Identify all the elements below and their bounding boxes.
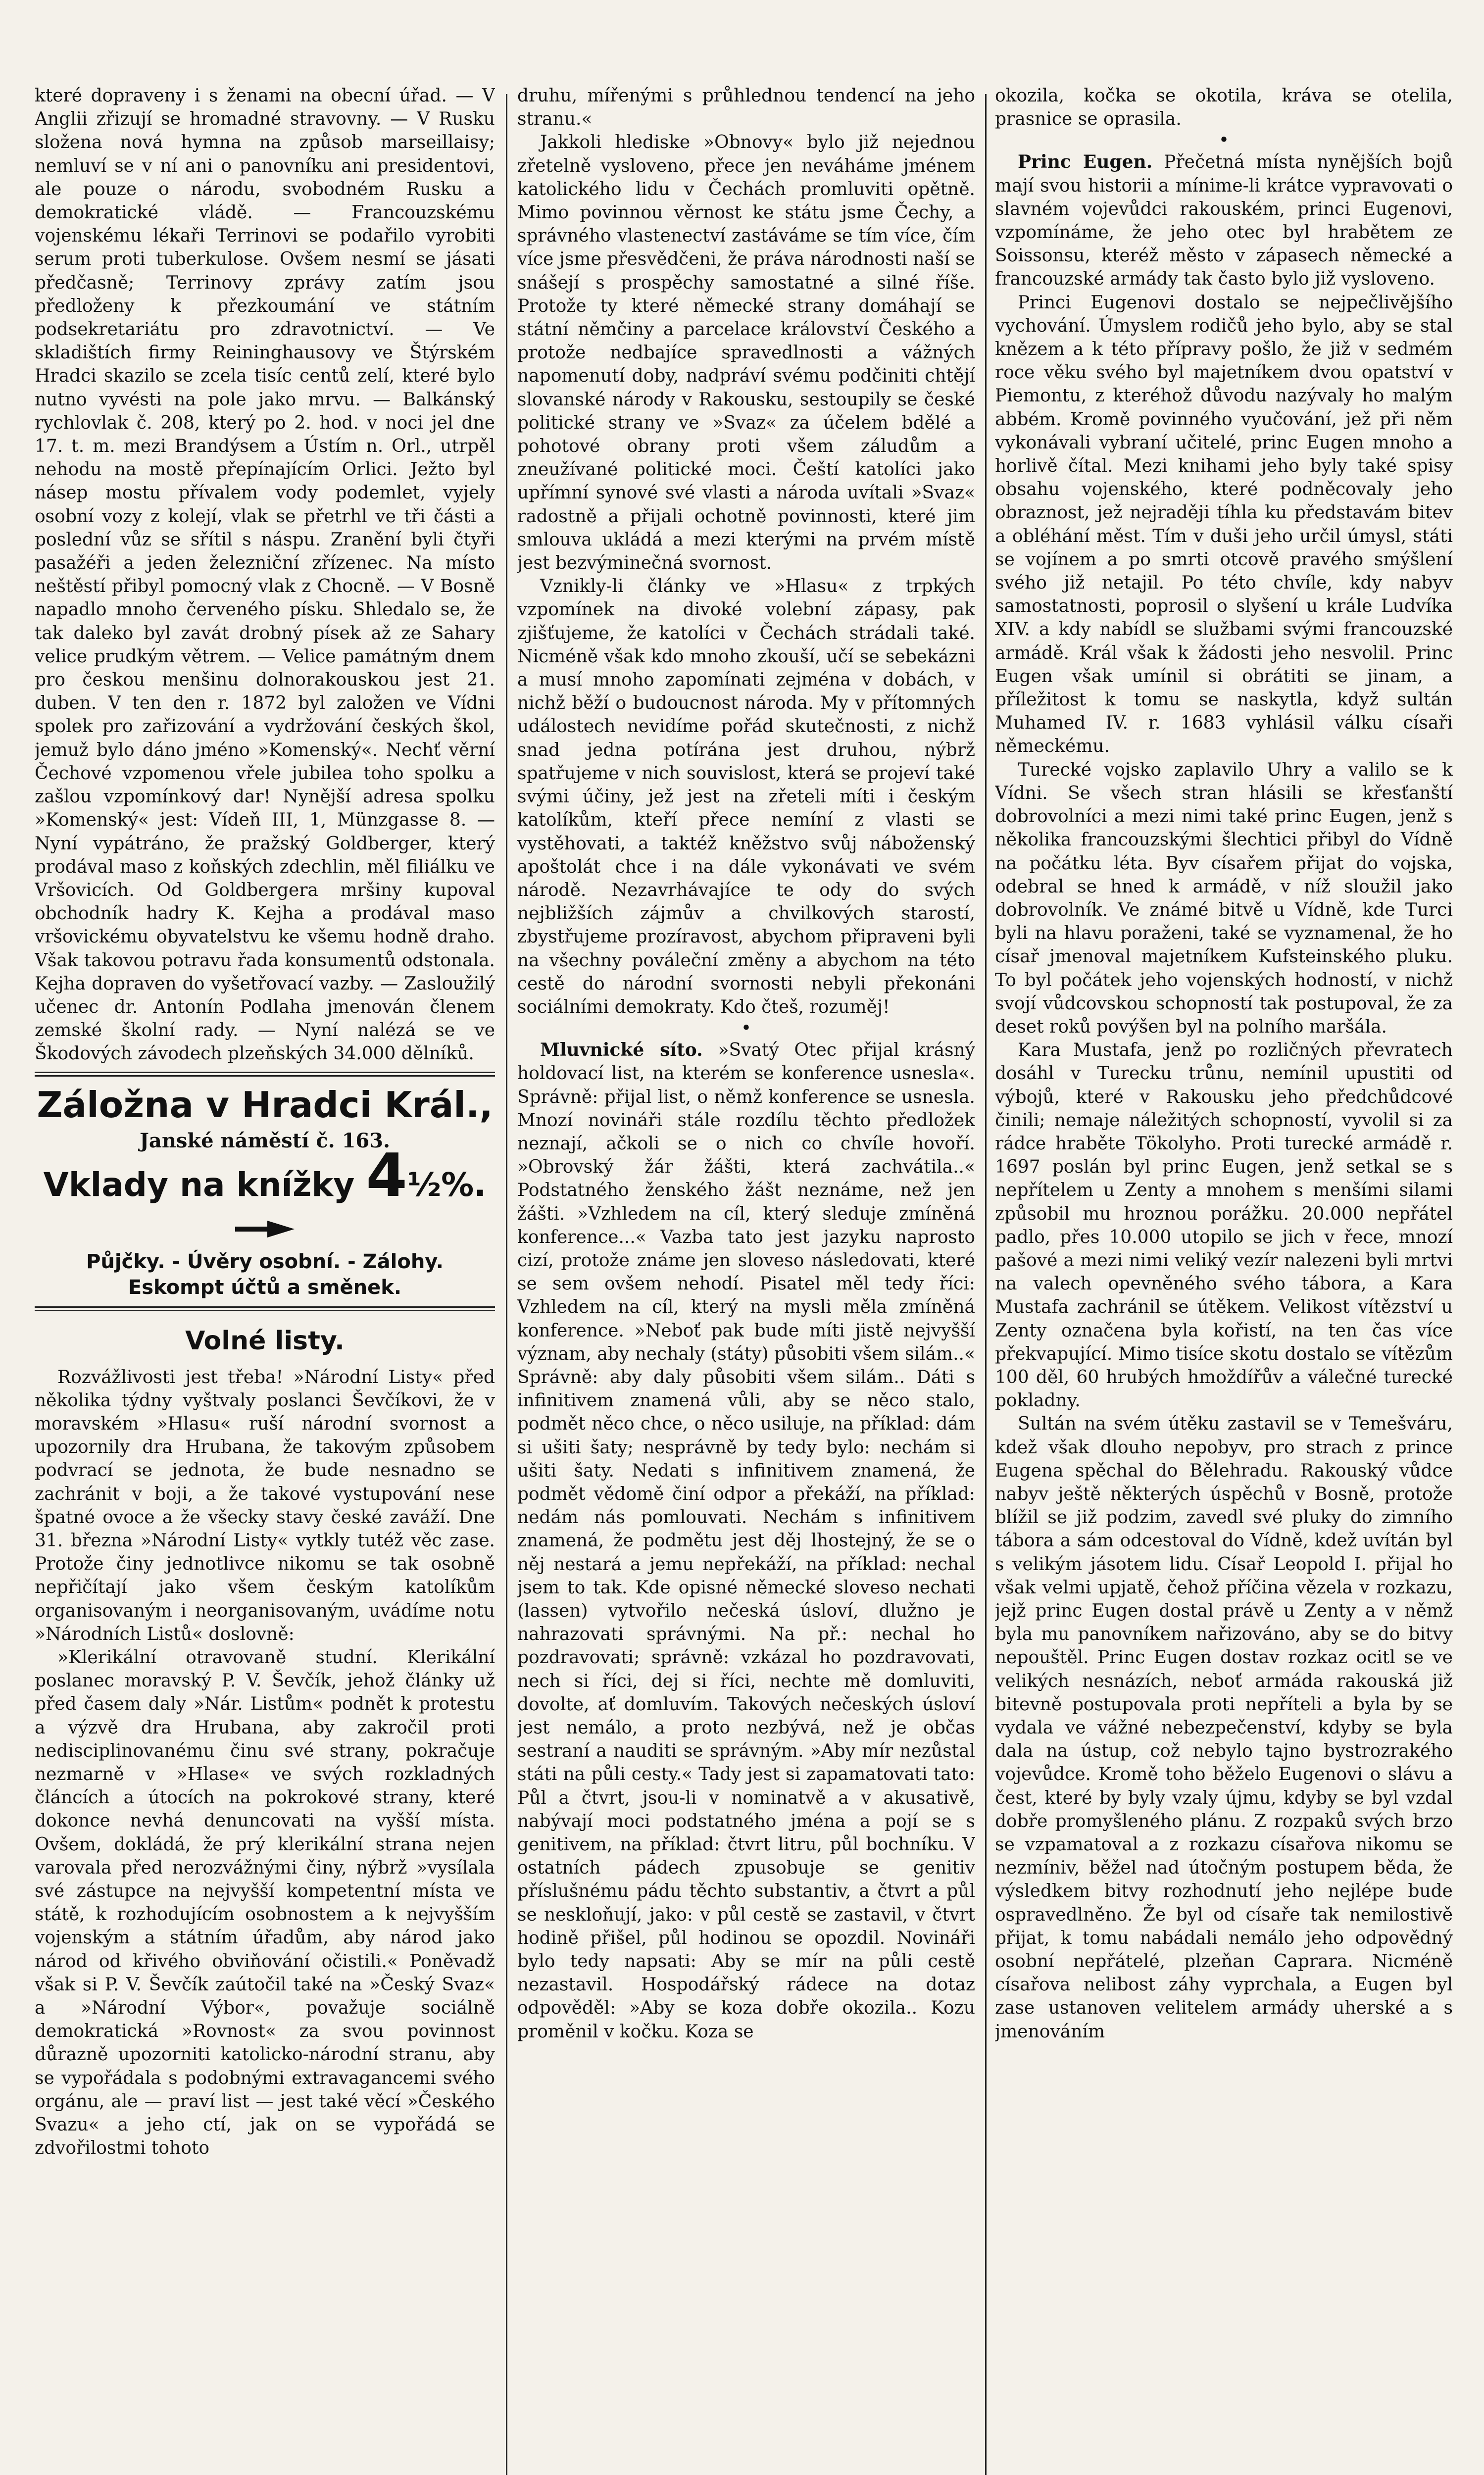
- ad-title: Záložna v Hradci Král.,: [37, 1084, 493, 1126]
- separator-star: •: [1218, 130, 1230, 151]
- article-paragraph: Turecké vojsko zaplavilo Uhry a valilo se k Vídni. Se všech stran hlásili se křesťanští dobrovolníci a mezi nimi také princ Eugen, jenž s několika francouzskými šlechtici přibyl do Vídně na počátku léta. Byv císařem přijat do vojska, odebral se hned k armádě, v níž sloužil jako dobrovolník. Ve známé bitvě u Vídně, kde Turci byli na hlavu poraženi, také se vyznamenal, že ho císař jmenoval majetníkem Kufsteinského pluku. To byl počátek jeho vojenských hodností, v nichž svojí vůdcovskou schopností tak postupoval, že za deset roků povýšen byl na polního maršála.: [995, 759, 1453, 1037]
- divider: [35, 1310, 495, 1311]
- column-right: [995, 84, 1453, 2475]
- separator-star: •: [741, 1018, 752, 1039]
- ad-rate-percent: %.: [441, 1165, 487, 1204]
- divider: [35, 1072, 495, 1073]
- article-paragraph: Sultán na svém útěku zastavil se v Temešváru, kdež však dlouho nepobyv, pro strach z prince Eugena spěchal do Bělehradu. Rakouský vůdce nabyv ještě některých úspěchů v Bosně, protože blížil se již podzim, zavedl své pluky do zimního tábora a sám odcestoval do Vídně, kdež uvítán byl s velikým jásotem lidu. Císař Leopold I. přijal ho však velmi upjatě, čehož příčina vězela v rozkazu, jejž princ Eugen dostal právě u Zenty a v němž byla mu panovníkem nařizováno, aby se do bitvy nepouštěl. Princ Eugen dostav rozkaz ocitl se ve velikých nesnázích, neboť armáda rakouská již bitevně postupovala proti nepříteli a byla by se vydala ve vážné nebezpečenství, kdyby se byla dala na ústup, což nebylo tajno bystrozrakého vojevůdce. Kromě toho běželo Eugenovi o slávu a čest, které by byly vzaly újmu, kdyby se byl vzdal dobře promyšleného plánu. Z rozpaků svých brzo se vzpamatoval a z rozkazu císařova nikomu se nezmíniv, běžel nad útočným postupem běda, že výsledkem bitvy rozhodnutí jeho nejlépe bude ospravedlněno. Že byl od císaře tak nemilostivě přijat, k tomu nabádali nemálo jeho odpovědný osobní nepřátelé, plzeňan Caprara. Nicméně císařova nelibost záhy vyprchala, a Eugen byl zase ustanoven velitelem armády uherské a s jmenováním: [995, 1414, 1453, 2042]
- ad-rate-fraction: ½: [407, 1165, 442, 1204]
- article-text: Přečetná místa nynějších bojů mají svou historii a mínime-li krátce vypravovati o slavném vojevůdci rakouském, princi Eugenovi, vzpomínáme, že jeho otec byl hrabětem ze Soissonsu, kteréž město v zápasech německé a francouzské armády tak často bylo již vysloveno.: [995, 152, 1453, 290]
- divider: [35, 1306, 495, 1308]
- section-title: Volné listy.: [185, 1326, 345, 1356]
- column-middle: [517, 84, 975, 2475]
- divider: [35, 1075, 495, 1077]
- column-rule-left: [506, 94, 507, 2475]
- article-paragraph: Princi Eugenovi dostalo se nejpečlivějšího vychování. Úmyslem rodičů jeho bylo, aby se stal knězem a k této přípravy pošlo, že již v sedmém roce věku svého byl majetníkem dvou opatství v Piemontu, z kteréhož důvodu nazývaly ho malým abbém. Kromě povinného vyučování, jež při něm vykonávali vybraní učitelé, princ Eugen mnoho a horlivě čítal. Mezi knihami jeho byly také spisy obsahu vojenského, které podněcovaly jeho obraznost, jež nejraději tíhla ku představám bitev a obléhání měst. Tím v duši jeho určil úmysl, státi se vojínem a po smrti otcově pravého smýšlení svého již netajil. Po této chvíle, kdy nabyv samostatnosti, poprosil o slyšení u krále Ludvíka XIV. a kdy nabídl se službami svými francouzské armádě. Král však k žádosti jeho nesvolil. Princ Eugen však umínil si obrátiti se jinam, a příležitost k tomu se naskytla, když sultán Muhamed IV. r. 1683 vyhlásil válku císaři německému.: [995, 292, 1453, 757]
- article-paragraph: Vznikly-li články ve »Hlasu« z trpkých vzpomínek na divoké volební zápasy, pak zjišťujeme, že katolíci v Čechách strádali také. Nicméně však kdo mnoho zkouší, učí se sebekázni a musí mnoho zapomínati zejména v dobách, v nichž běží o budoucnost národa. My v přítomných událostech nevidíme pořád skutečnosti, z nichž snad jedna potírána jest druhou, nýbrž spatřujeme v nich souvislost, která se projeví také svými účiny, jež jest na zřeteli míti i českým katolíkům, kteří přece nemíní z vlasti se vystěhovati, a taktéž kněžstvo svůj náboženský apoštolát chce i na dále vykonávati ve svém národě. Nezavrhávajíce te ody do svých nejbližších zájmův a chvilkových starostí, zbystřujeme prozíravost, abychom připraveni byli na všechny pováleční změny a abychom na této cestě do národní svornosti nebyli překonáni sociálními demokraty. Kdo čteš, rozuměj!: [517, 576, 975, 1017]
- hand-pointer-icon: [233, 1217, 297, 1241]
- article-paragraph: druhu, mířenými s průhlednou tendencí na jeho stranu.«: [517, 86, 975, 130]
- column-rule-right: [985, 94, 987, 2475]
- ad-address: Janské náměstí č. 163.: [139, 1129, 391, 1152]
- article-paragraph: [517, 1039, 975, 2043]
- column-left: [35, 84, 495, 2475]
- article-paragraph: Rozvážlivosti jest třeba! »Národní Listy« před několika týdny vyštvaly poslanci Ševčíkovi, že v moravském »Hlasu« ruší národní svornost a upozornily dra Hrubana, že takovým způsobem podvrací se jednota, že bude nesnadno se zachránit v boji, a že takové vystupování nese špatné ovoce a že všecky stavy české zaváží. Dne 31. března »Národní Listy« vytkly tutéž věc zase. Protože činy jednotlivce nikomu se tak osobně nepřičítají jako všem českým katolíkům organisovaným i neorganisovaným, uvádíme notu »Národních Listů« doslovně:: [35, 1367, 495, 1644]
- bank-advertisement: [35, 1083, 495, 1300]
- article-heading: Mluvnické síto.: [540, 1040, 703, 1061]
- article-paragraph: »Klerikální otravovaně studní. Klerikální poslanec moravský P. V. Ševčík, jehož články už před časem daly »Nár. Listům« podnět k protestu a výzvě dra Hrubana, aby zakročil proti nedisciplinovanému činu své strany, pokračuje nezmarně v »Hlase« ve svých rozkladných článcích a útocích na pokrokové strany, které dokonce nevhá denuncovati na vyšší místa. Ovšem, dokládá, že prý klerikální strana nejen varovala před nerozvážnými činy, nýbrž »vysílala své zástupce na nejvyšší kompetentní místa ve státě, k rozhodujícím osobnostem a k nejvyšším vojenským a státním úřadům, aby národ jako národ od křivého obviňování očistili.« Poněvadž však si P. V. Ševčík zaútočil také na »Český Svaz« a »Národní Výbor«, považuje sociálně demokratická »Rovnost« za svou povinnost důrazně upozorniti katolicko-národní stranu, aby se vypořádala s podobnými extravagancemi svého orgánu, ale — praví list — jest také věcí »Českého Svazu« a jeho ctí, jak on se vypořádá se zdvořilostmi tohoto: [35, 1647, 495, 2159]
- ad-vklady-label: Vklady na knížky: [43, 1165, 355, 1204]
- ad-rate-number: 4: [366, 1141, 407, 1210]
- ad-rate-line: [35, 1141, 495, 1249]
- article-paragraph: [995, 150, 1453, 291]
- article-paragraph: Jakkoli hlediske »Obnovy« bylo již nejednou zřetelně vysloveno, přece jen neváháme jménem katolického lidu v Čechách promluviti opětně. Mimo povinnou věrnost ke státu jsme Čechy, a správného vlastenectví zastáváme se tím více, čím více jsme přesvědčeni, že práva národnosti naší se snášejí s prospěchy samostatné a silné říše. Protože ty které německé strany domáhají se státní němčiny a parcelace království Českého a protože nedbajíce spravedlnosti a vážných napomenutí doby, nadpráví svému podčiniti chtějí slovanské národy v Rakousku, sestoupily se české politické strany ve »Svaz« za účelem bdělé a pohotové obrany proti všem záludům a zneužívané politické moci. Čeští katolíci jako upřímní synové své vlasti a národa uvítali »Svaz« radostně a přijali ochotně povinnosti, které jim smlouva ukládá a mezi kterými na prvém místě jest bezvýminečná svornost.: [517, 132, 975, 574]
- article-text: »Svatý Otec přijal krásný holdovací list, na kterém se konference usnesla«. Správně: přijal list, o němž konference se usnesla. Mnozí novináři stále rozdílu těchto předložek neznají, ačkoli se o nich co chvíle hovoří. »Obrovský žár žášti, která zachvátila..« Podstatného ženského žášt neznáme, než jen žášti. »Vzhledem na cíl, který sleduje zmíněná konference...« Vazba tato jest jazyku naprosto cizí, protože známe jen sloveso následovati, které se sem ovšem nehodí. Pisatel měl tedy říci: Vzhledem na cíl, který na mysli měla zmíněná konference. »Neboť pak bude míti jistě nejvyšší význam, aby nechaly (státy) působiti všem silám..« Správně: aby daly působiti všem silám.. Dáti s infinitivem znamená vůli, aby se něco stalo, podmět něco chce, o něco usiluje, na příklad: dám si ušiti šaty; nesprávně by tedy bylo: nechám si ušiti šaty. Nedati s infinitivem znamená, že podmět vědomě činí odpor a překáží, na příklad: nedám nás pomlouvati. Nechám s infinitivem znamená, že podmětu jest děj lhostejný, že se o něj nestará a jemu nepřekáží, na příklad: nechal jsem to tak. Kde opisné německé sloveso nechati (lassen) vytvořilo nečeská úsloví, dlužno je nahrazovati správnými. Na př.: nechal ho pozdravovati; správně: vzkázal ho pozdravovati, nech si říci, dej si říci, nechte mě domluviti, dovolte, ať domluvím. Takových nečeských úsloví jest nemálo, a proto nezbývá, než je občas sestraní a nauditi se správným. »Aby mír nezůstal státi na půli cesty.« Tady jest si zapamatovati tato: Půl a čtvrt, jsou-li v nominatvě a v akusativě, nabývají moci podstatného jména a pojí se s genitivem, na příklad: čtvrt litru, půl bochníku. V ostatních pádech zpusobuje se genitiv příslušnému pádu těchto substantiv, a čtvrt a půl se neskloňují, jako: v půl cestě se zastavil, v čtvrt hodině přišel, půl hodinou se opozdil. Novináři bylo tedy napsati: Aby se mír na půli cestě nezastavil. Hospodářský rádece na dotaz odpověděl: »Aby se koza dobře okozila.. Kozu proměnil v kočku. Koza se: [517, 1040, 975, 2042]
- article-heading: Princ Eugen.: [1018, 151, 1153, 173]
- article-paragraph: Kara Mustafa, jenž po rozličných převratech dosáhl v Turecku trůnu, nemínil upustiti od výbojů, které v Rakousku jeho předchůdcové činili; nemaje náležitých schopností, vyvolil si za rádce hraběte Tökolyho. Proti turecké armádě r. 1697 poslán byl princ Eugen, jenž setkal se s nepřítelem u Zenty a mnohem s menšími silami způsobil mu hroznou porážku. 20.000 nepřátel padlo, přes 10.000 utopilo se jich v řece, mnozí pašové a mezi nimi veliký vezír nalezeni byli mrtvi na valech opevněného svého tábora, a Kara Mustafa zachránil se útěkem. Velikost vítězství u Zenty označena byla kořistí, na ten čas více překvapující. Mimo tisíce skotu dostalo se vítězům 100 děl, 60 hrubých hmoždířův a válečné turecké pokladny.: [995, 1040, 1453, 1411]
- ad-services: Půjčky. - Úvěry osobní. - Zálohy.: [86, 1250, 444, 1273]
- article-paragraph: okozila, kočka se okotila, kráva se otelila, prasnice se oprasila.: [995, 86, 1453, 130]
- ad-eskompt: Eskompt účtů a směnek.: [128, 1276, 402, 1299]
- news-briefs-paragraph: které dopraveny i s ženami na obecní úřad. — V Anglii zřizují se hromadné stravovny. — V Rusku složena nová hymna na způsob marseillaisy; nemluví se v ní ani o panovníku ani presidentovi, ale pouze o národu, svobodném Rusku a demokratické vládě. — Francouzskému vojenskému lékaři Terrinovi se podařilo vyrobiti serum proti tuberkulose. Ovšem nesmí se jásati předčasně; Terrinovy zprávy zatím jsou předloženy k přezkoumání ve státním podsekretariátu pro zdravotnictví. — Ve skladištích firmy Reininghausovy ve Štýrském Hradci skazilo se zcela tisíc centů zelí, které bylo nutno vyvésti na pole jako mrvu. — Balkánský rychlovlak č. 208, který po 2. hod. v noci jel dne 17. t. m. mezi Brandýsem a Ústím n. Orl., utrpěl nehodu na mostě přepínajícím Orlici. Ježto byl násep mostu přívalem vody podemlet, vyjely osobní vozy z kolejí, vlak se přetrhl ve tři části a poslední vůz se sřítil s náspu. Zranění byli čtyři pasažéři a jeden železniční zřízenec. Na místo neštěstí přibyl pomocný vlak z Chocně. — V Bosně napadlo mnoho červeného písku. Shledalo se, že tak daleko byl zavát drobný písek až ze Sahary velice prudkým větrem. — Velice památným dnem pro českou menšinu dolnorakouskou jest 21. duben. V ten den r. 1872 byl založen ve Vídni spolek pro zařizování a vydržování českých škol, jemuž bylo dáno jméno »Komenský«. Nechť věrní Čechové vzpomenou vřele jubilea toho spolku a zašlou vzpomínkový dar! Nynější adresa spolku »Komenský« jest: Vídeň III, 1, Münzgasse 8. — Nyní vypátráno, že pražský Goldberger, který prodával maso z koňských zdechlin, měl filiálku ve Vršovicích. Od Goldbergera mršiny kupoval obchodník hadry K. Kejha a prodával maso vršovickému obyvatelstvu ke všemu hodně draho. Však takovou potravu řada konsumentů odstonala. Kejha dopraven do vyšetřovací vazby. — Zasloužilý učenec dr. Antonín Podlaha jmenován členem zemské školní rady. — Nyní nalézá se ve Škodových závodech plzeňských 34.000 dělníků.: [35, 86, 495, 1064]
